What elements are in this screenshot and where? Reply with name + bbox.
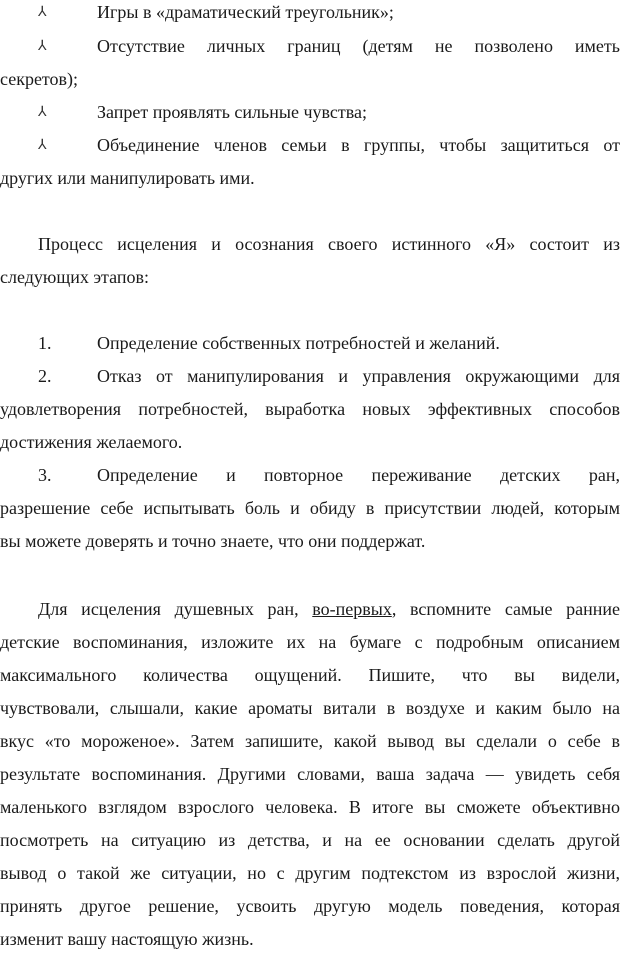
step-3-line1: Определение и повторное переживание детских ран,	[97, 465, 620, 485]
para-line: вкус «то мороженое». Затем запишите, какой вывод вы сделали о себе в	[0, 731, 620, 751]
para-line1-end: , вспомните самые ранние	[391, 599, 620, 619]
step-3-line3: вы можете доверять и точно знаете, что они поддержат.	[0, 531, 426, 551]
step-number-1: 1.	[38, 333, 52, 353]
intro-line2: следующих этапов:	[0, 267, 150, 287]
step-1-line1: Определение собственных потребностей и желаний.	[97, 333, 500, 353]
para-last-line: изменит вашу настоящую жизнь.	[0, 929, 254, 949]
para-line: вывод о такой же ситуации, но с другим подтекстом из взрослой жизни,	[0, 863, 620, 883]
intro-line1: Процесс исцеления и осознания своего истинного «Я» состоит из	[38, 234, 620, 254]
step-3-line2: разрешение себе испытывать боль и обиду в присутствии людей, которым	[0, 498, 620, 518]
airplane-bullet-icon: ⅄	[38, 104, 47, 120]
para-line: детские воспоминания, изложите их на бумаге с подробным описанием	[0, 632, 620, 652]
step-2-line2: удовлетворения потребностей, выработка новых эффективных способов	[0, 399, 620, 419]
step-2-line3: достижения желаемого.	[0, 432, 183, 452]
bullet-text-3: Запрет проявлять сильные чувства;	[97, 102, 368, 122]
bullet-text-2-line2: секретов);	[0, 69, 79, 89]
step-2-line1: Отказ от манипулирования и управления окружающими для	[97, 366, 620, 386]
airplane-bullet-icon: ⅄	[38, 38, 47, 54]
step-number-2: 2.	[38, 366, 52, 386]
para-line: результате воспоминания. Другими словами, ваша задача — увидеть себя	[0, 764, 620, 784]
bullet-text-4-line2: других или манипулировать ими.	[0, 168, 255, 188]
para-line1-start: Для исцеления душевных ран,	[38, 599, 299, 619]
first-of-all-link: во-первых	[312, 599, 392, 619]
airplane-bullet-icon: ⅄	[38, 137, 47, 153]
para-line: принять другое решение, усвоить другую модель поведения, которая	[0, 896, 620, 916]
para-line: максимального количества ощущений. Пишите, что вы видели,	[0, 665, 620, 685]
para-line1	[38, 597, 620, 621]
bullet-text-1: Игры в «драматический треугольник»;	[97, 2, 394, 22]
para-line: маленького взглядом взрослого человека. В итоге вы сможете объективно	[0, 797, 620, 817]
bullet-text-2-line1: Отсутствие личных границ (детям не позволено иметь	[97, 36, 620, 56]
step-number-3: 3.	[38, 465, 52, 485]
bullet-text-4-line1: Объединение членов семьи в группы, чтобы защититься от	[97, 135, 620, 155]
airplane-bullet-icon: ⅄	[38, 4, 47, 20]
para-line: чувствовали, слышали, какие ароматы витали в воздухе и каким было на	[0, 698, 620, 718]
para-line: посмотреть на ситуацию из детства, и на ее основании сделать другой	[0, 830, 620, 850]
